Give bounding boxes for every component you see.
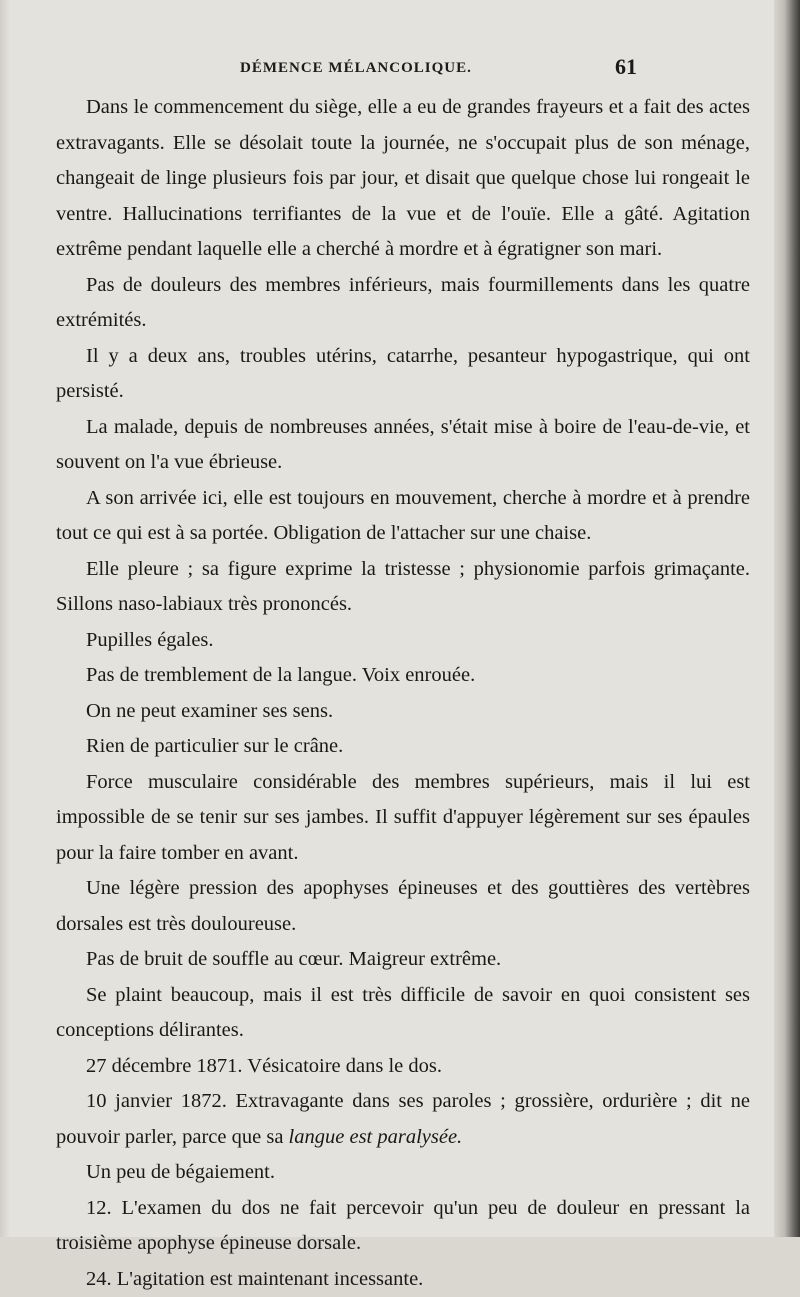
italic-phrase: langue est paralysée. [289,1126,463,1148]
page-header [60,56,760,86]
paragraph: Pupilles égales. [56,623,750,659]
paragraph: On ne peut examiner ses sens. [56,694,750,730]
paragraph: Pas de douleurs des membres inférieurs, mais fourmillements dans les quatre extrémités. [56,268,750,339]
paragraph: La malade, depuis de nombreuses années, s'était mise à boire de l'eau-de-vie, et souvent on l'a vue ébrieuse. [56,410,750,481]
paragraph: Dans le commencement du siège, elle a eu de grandes frayeurs et a fait des actes extravagants. Elle se désolait toute la journée, ne s'occupait plus de son ménage, changeait de linge plusieurs fois par jour, et disait que quelque chose lui rongeait le ventre. Hallucinations terrifiantes de la vue et de l'ouïe. Elle a gâté. Agitation extrême pendant laquelle elle a cherché à mordre et à égratigner son mari. [56,90,750,268]
page-number: 61 [615,54,637,80]
paragraph: Se plaint beaucoup, mais il est très difficile de savoir en quoi consistent ses conceptions délirantes. [56,978,750,1049]
paragraph: 12. L'examen du dos ne fait percevoir qu'un peu de douleur en pressant la troisième apophyse épineuse dorsale. [56,1191,750,1262]
paragraph: 27 décembre 1871. Vésicatoire dans le dos. [56,1049,750,1085]
running-title: DÉMENCE MÉLANCOLIQUE. [240,60,472,77]
page-left-edge [0,0,10,1237]
page-binding-edge [774,0,800,1237]
paragraph: Rien de particulier sur le crâne. [56,729,750,765]
paragraph: Pas de bruit de souffle au cœur. Maigreur extrême. [56,942,750,978]
paragraph: Il y a deux ans, troubles utérins, catarrhe, pesanteur hypogastrique, qui ont persisté. [56,339,750,410]
paragraph: Elle pleure ; sa figure exprime la tristesse ; physionomie parfois grimaçante. Sillons naso-labiaux très prononcés. [56,552,750,623]
paragraph: Pas de tremblement de la langue. Voix enrouée. [56,658,750,694]
paragraph-text: 10 janvier 1872. Extravagante dans ses paroles ; grossière, ordurière ; dit ne pouvoir parler, parce que sa [56,1090,750,1148]
paragraph: Force musculaire considérable des membres supérieurs, mais il lui est impossible de se tenir sur ses jambes. Il suffit d'appuyer légèrement sur ses épaules pour la faire tomber en avant. [56,765,750,872]
paragraph: A son arrivée ici, elle est toujours en mouvement, cherche à mordre et à prendre tout ce qui est à sa portée. Obligation de l'attacher sur une chaise. [56,481,750,552]
paragraph: 24. L'agitation est maintenant incessante. [56,1262,750,1297]
body-text [56,90,750,1297]
paragraph: Une légère pression des apophyses épineuses et des gouttières des vertèbres dorsales est très douloureuse. [56,871,750,942]
paragraph [56,1084,750,1155]
paragraph: Un peu de bégaiement. [56,1155,750,1191]
